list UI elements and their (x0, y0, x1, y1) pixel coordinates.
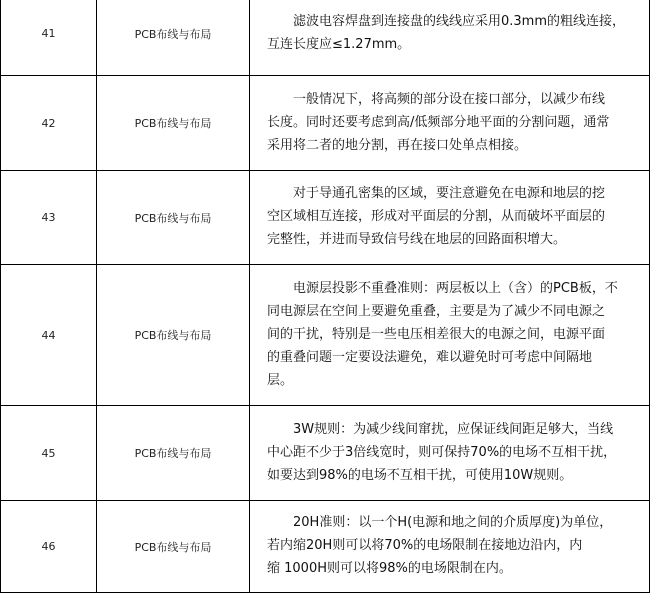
row-category: PCB布线与布局 (97, 501, 250, 593)
description-line: 的重叠问题一定要设法避免，难以避免时可考虑中间隔地 (267, 349, 593, 365)
description-line: 滤波电容焊盘到连接盘的线线应采用0.3mm的粗线连接， (293, 13, 626, 29)
description-line: 一般情况下，将高频的部分设在接口部分，以减少布线 (293, 91, 606, 107)
row-description (250, 0, 650, 76)
description-line: 采用将二者的地分割，再在接口处单点相接。 (267, 137, 528, 153)
row-description (250, 171, 650, 265)
description-line: 3W规则：为减少线间窜扰，应保证线间距足够大，当线 (293, 421, 614, 437)
row-category: PCB布线与布局 (97, 265, 250, 406)
table-row (1, 501, 650, 593)
row-description (250, 406, 650, 501)
row-category: PCB布线与布局 (97, 171, 250, 265)
description-line: 20H准则：以一个H(电源和地之间的介质厚度)为单位， (293, 515, 613, 530)
row-category: PCB布线与布局 (97, 0, 250, 76)
row-number: 43 (1, 171, 97, 265)
description-line: 如要达到98%的电场不互相干扰，可使用10W规则。 (267, 467, 573, 483)
table-row (1, 0, 650, 76)
description-line: 同电源层在空间上要避免重叠，主要是为了减少不同电源之 (267, 303, 606, 319)
row-number: 44 (1, 265, 97, 406)
description-line: 空区域相互连接，形成对平面层的分割，从而破坏平面层的 (267, 209, 606, 224)
table-row (1, 171, 650, 265)
description-line: 中心距不少于3倍线宽时，则可保持70%的电场不互相干扰， (267, 444, 617, 460)
row-description (250, 501, 650, 593)
description-line: 互连长度应≤1.27mm。 (267, 36, 411, 52)
description-line: 缩 1000H则可以将98%的电场限制在内。 (267, 561, 512, 576)
row-number: 41 (1, 0, 97, 76)
table-row (1, 265, 650, 406)
table-row (1, 76, 650, 171)
row-category: PCB布线与布局 (97, 76, 250, 171)
row-number: 42 (1, 76, 97, 171)
description-line: 间的干扰，特别是一些电压相差很大的电源之间，电源平面 (267, 326, 606, 342)
description-line: 电源层投影不重叠准则：两层板以上（含）的PCB板，不 (293, 280, 618, 296)
description-line: 对于导通孔密集的区域，要注意避免在电源和地层的挖 (293, 186, 606, 201)
description-line: 层。 (267, 372, 294, 388)
row-category: PCB布线与布局 (97, 406, 250, 501)
description-line: 若内缩20H则可以将70%的电场限制在接地边沿内，内 (267, 538, 583, 553)
row-number: 46 (1, 501, 97, 593)
row-description (250, 265, 650, 406)
table-row (1, 406, 650, 501)
row-number: 45 (1, 406, 97, 501)
description-line: 完整性，并进而导致信号线在地层的回路面积增大。 (267, 232, 567, 247)
description-line: 长度。同时还要考虑到高/低频部分地平面的分割问题，通常 (267, 114, 610, 130)
row-description (250, 76, 650, 171)
